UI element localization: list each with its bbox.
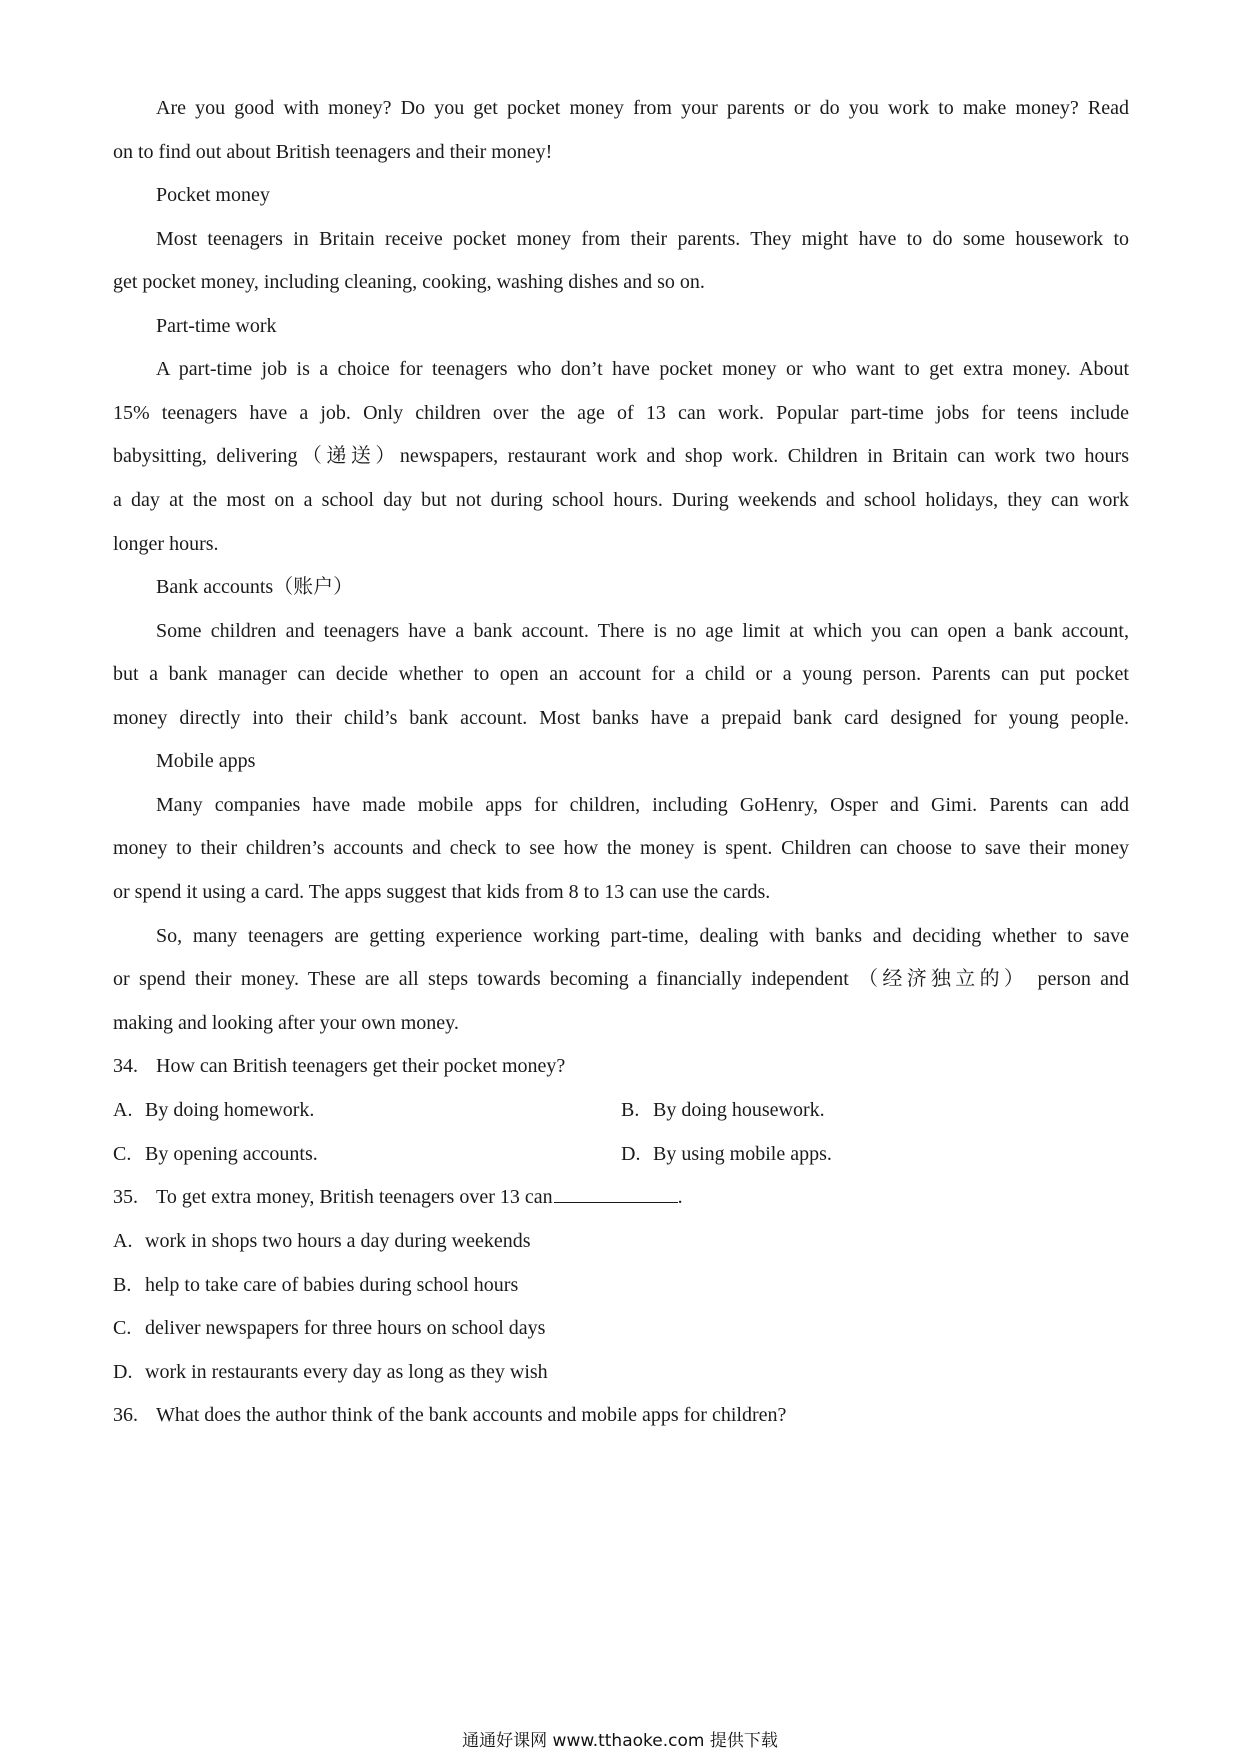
conclusion-line-2: or spend their money. These are all steps towards becoming a financially independent （经济独立的） person and bbox=[113, 968, 1129, 990]
bank-line-2: but a bank manager can decide whether to open an account for a child or a young person. Parents can put pocket bbox=[113, 663, 1129, 685]
question-text: To get extra money, British teenagers over 13 can bbox=[156, 1186, 553, 1208]
option-text: By doing housework. bbox=[653, 1099, 825, 1121]
intro-line-2: on to find out about British teenagers and their money! bbox=[113, 141, 553, 163]
question-text: What does the author think of the bank accounts and mobile apps for children? bbox=[156, 1404, 787, 1426]
option-letter: B. bbox=[113, 1274, 132, 1296]
page-footer: 通通好课网 www.tthaoke.com 提供下载 bbox=[462, 1731, 778, 1751]
bank-line-1: Some children and teenagers have a bank account. There is no age limit at which you can open a bank account, bbox=[156, 620, 1129, 642]
conclusion-line-1: So, many teenagers are getting experience working part-time, dealing with banks and deciding whether to save bbox=[156, 925, 1129, 947]
section-heading-mobile-apps: Mobile apps bbox=[156, 750, 256, 772]
question-35-option-a[interactable] bbox=[113, 1226, 531, 1256]
option-letter: D. bbox=[621, 1143, 641, 1165]
part-time-line-2: 15% teenagers have a job. Only children over the age of 13 can work. Popular part-time jobs for teens include bbox=[113, 402, 1129, 424]
section-heading-part-time-work: Part-time work bbox=[156, 315, 277, 337]
option-text: By using mobile apps. bbox=[653, 1143, 832, 1165]
option-text: help to take care of babies during school hours bbox=[145, 1274, 519, 1296]
question-34-option-b[interactable] bbox=[621, 1095, 825, 1125]
question-34-option-d[interactable] bbox=[621, 1139, 832, 1169]
intro-line-1: Are you good with money? Do you get pocket money from your parents or do you work to make money? Read bbox=[156, 97, 1129, 119]
question-35-option-d[interactable] bbox=[113, 1357, 548, 1387]
pocket-money-line-1: Most teenagers in Britain receive pocket money from their parents. They might have to do some housework to bbox=[156, 228, 1129, 250]
apps-line-3: or spend it using a card. The apps suggest that kids from 8 to 13 can use the cards. bbox=[113, 881, 771, 903]
option-letter: A. bbox=[113, 1099, 133, 1121]
question-34 bbox=[113, 1051, 565, 1081]
part-time-line-1: A part-time job is a choice for teenagers who don’t have pocket money or who want to get extra money. About bbox=[156, 358, 1129, 380]
question-34-option-a[interactable] bbox=[113, 1095, 314, 1125]
part-time-line-5: longer hours. bbox=[113, 533, 219, 555]
option-text: deliver newspapers for three hours on school days bbox=[145, 1317, 546, 1339]
question-35-option-c[interactable] bbox=[113, 1313, 545, 1343]
option-letter: A. bbox=[113, 1230, 133, 1252]
option-text: work in restaurants every day as long as they wish bbox=[145, 1361, 548, 1383]
part-time-line-4: a day at the most on a school day but not during school hours. During weekends and school holidays, they can work bbox=[113, 489, 1129, 511]
question-34-option-c[interactable] bbox=[113, 1139, 318, 1169]
question-number: 35. bbox=[113, 1186, 138, 1208]
option-letter: B. bbox=[621, 1099, 640, 1121]
option-letter: C. bbox=[113, 1143, 132, 1165]
question-36 bbox=[113, 1400, 786, 1430]
question-text-end: . bbox=[677, 1186, 683, 1208]
question-text: How can British teenagers get their pocket money? bbox=[156, 1055, 566, 1077]
question-35-option-b[interactable] bbox=[113, 1270, 518, 1300]
question-number: 34. bbox=[113, 1055, 138, 1077]
section-heading-pocket-money: Pocket money bbox=[156, 184, 270, 206]
question-35 bbox=[113, 1182, 683, 1212]
option-letter: D. bbox=[113, 1361, 133, 1383]
question-number: 36. bbox=[113, 1404, 138, 1426]
section-heading-bank-accounts: Bank accounts（账户） bbox=[156, 576, 354, 598]
part-time-line-3: babysitting, delivering（递送）newspapers, restaurant work and shop work. Children in Britain can work two hours bbox=[113, 445, 1129, 467]
conclusion-line-3: making and looking after your own money. bbox=[113, 1012, 459, 1034]
option-text: By doing homework. bbox=[145, 1099, 315, 1121]
option-text: By opening accounts. bbox=[145, 1143, 318, 1165]
apps-line-2: money to their children’s accounts and check to see how the money is spent. Children can choose to save their money bbox=[113, 837, 1129, 859]
bank-line-3: money directly into their child’s bank account. Most banks have a prepaid bank card designed for young people. bbox=[113, 707, 1129, 729]
option-letter: C. bbox=[113, 1317, 132, 1339]
answer-blank[interactable] bbox=[554, 1182, 678, 1203]
pocket-money-line-2: get pocket money, including cleaning, cooking, washing dishes and so on. bbox=[113, 271, 705, 293]
option-text: work in shops two hours a day during weekends bbox=[145, 1230, 531, 1252]
apps-line-1: Many companies have made mobile apps for children, including GoHenry, Osper and Gimi. Parents can add bbox=[156, 794, 1129, 816]
